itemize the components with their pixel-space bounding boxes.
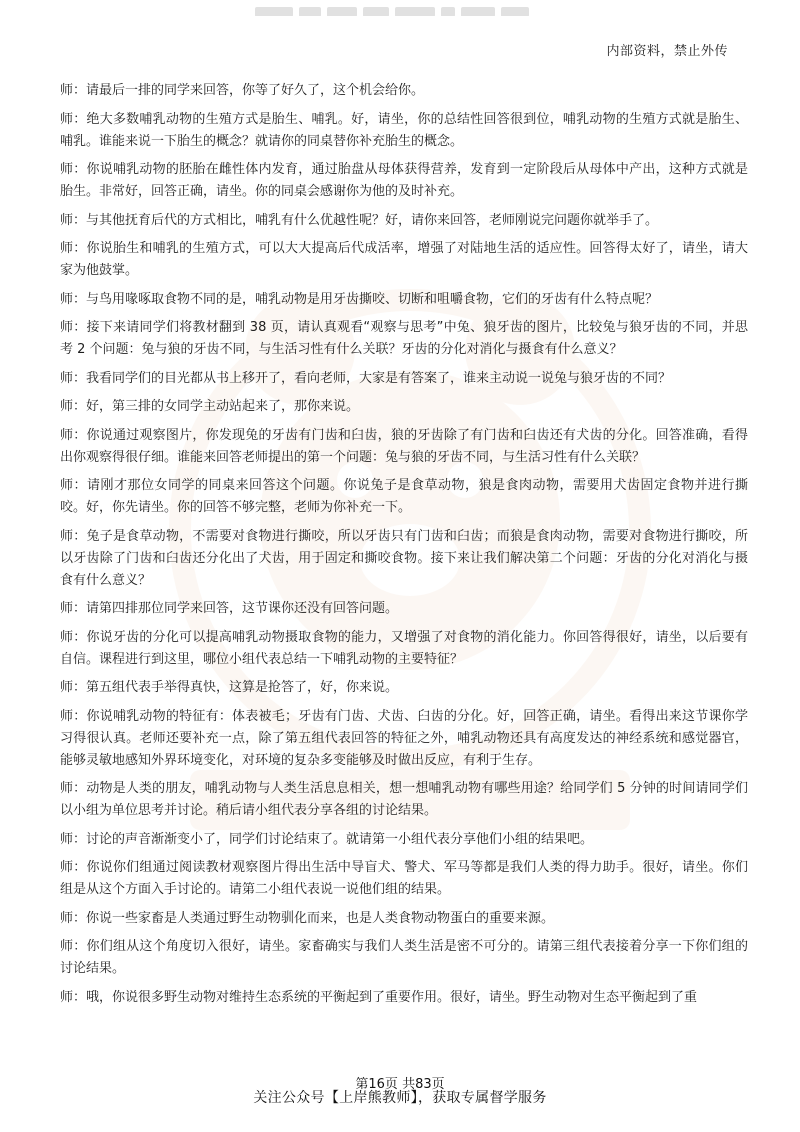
- page-indicator: 第16页 共83页: [355, 1077, 445, 1092]
- dialogue-paragraph: 师：兔子是食草动物，不需要对食物进行撕咬，所以牙齿只有门齿和臼齿；而狼是食肉动物，需要对食物进行撕咬，所以牙齿除了门齿和臼齿还分化出了犬齿，用于固定和撕咬食物。接下来让我们解决第二个问题：牙齿的分化对消化与摄食有什么意义？: [60, 528, 748, 588]
- dialogue-paragraph: 师：请第四排那位同学来回答，这节课你还没有回答问题。: [60, 601, 399, 616]
- dialogue-paragraph: 师：你说一些家畜是人类通过野生动物驯化而来，也是人类食物动物蛋白的重要来源。: [60, 910, 555, 926]
- dialogue-paragraph: 师：好，第三排的女同学主动站起来了，那你来说。: [60, 399, 360, 414]
- dialogue-paragraph: 师：你说胎生和哺乳的生殖方式，可以大大提高后代成活率，增强了对陆地生活的适应性。回答得太好了，请坐，请大家为他鼓掌。: [60, 241, 748, 278]
- dialogue-paragraph: 师：哦，你说很多野生动物对维持生态系统的平衡起到了重要作用。很好，请坐。野生动物对生态平衡起到了重: [60, 989, 698, 1005]
- dialogue-paragraph: 师：与鸟用喙啄取食物不同的是，哺乳动物是用牙齿撕咬、切断和咀嚼食物，它们的牙齿有什么特点呢？: [60, 291, 659, 307]
- top-header-remnant: [255, 2, 555, 16]
- dialogue-paragraph: 师：你说哺乳动物的特征有：体表被毛；牙齿有门齿、犬齿、臼齿的分化。好，回答正确，请坐。看得出来这节课你学习得很认真。老师还要补充一点，除了第五组代表回答的特征之外，哺乳动物还具有高度发达的神经系统和感觉器官，能够灵敏地感知外界环境变化，对环境的复杂多变能够及时做出反应，有利于生存。: [60, 708, 748, 768]
- dialogue-paragraph: 师：你说哺乳动物的胚胎在雌性体内发育，通过胎盘从母体获得营养，发育到一定阶段后从母体中产出，这种方式就是胎生。非常好，回答正确，请坐。你的同桌会感谢你为他的及时补充。: [60, 162, 748, 199]
- dialogue-paragraph: 师：你们组从这个角度切入很好，请坐。家畜确实与我们人类生活是密不可分的。请第三组代表接着分享一下你们组的讨论结果。: [60, 939, 748, 976]
- dialogue-body: [60, 80, 748, 1015]
- dialogue-paragraph: 师：动物是人类的朋友，哺乳动物与人类生活息息相关，想一想哺乳动物有哪些用途？给同学们 5 分钟的时间请同学们以小组为单位思考并讨论。稍后请小组代表分享各组的讨论结果。: [60, 781, 748, 818]
- promo-banner: 关注公众号【上岸熊教师】，获取专属督学服务: [253, 1090, 547, 1106]
- header-note: 内部资料，禁止外传: [606, 44, 728, 59]
- dialogue-paragraph: 师：请刚才那位女同学的同桌来回答这个问题。你说兔子是食草动物，狼是食肉动物，需要用犬齿固定食物并进行撕咬。好，你先请坐。你的回答不够完整，老师为你补充一下。: [60, 478, 748, 515]
- dialogue-paragraph: 师：第五组代表手举得真快，这算是抢答了，好，你来说。: [60, 680, 399, 695]
- dialogue-paragraph: 师：我看同学们的目光都从书上移开了，看向老师，大家是有答案了，谁来主动说一说兔与狼牙齿的不同？: [60, 370, 672, 386]
- dialogue-paragraph: 师：请最后一排的同学来回答，你等了好久了，这个机会给你。: [60, 83, 425, 98]
- dialogue-paragraph: 师：你说牙齿的分化可以提高哺乳动物摄取食物的能力，又增强了对食物的消化能力。你回答得很好，请坐，以后要有自信。课程进行到这里，哪位小组代表总结一下哺乳动物的主要特征？: [60, 629, 748, 667]
- dialogue-paragraph: 师：绝大多数哺乳动物的生殖方式是胎生、哺乳。好，请坐，你的总结性回答很到位，哺乳动物的生殖方式就是胎生、哺乳。谁能来说一下胎生的概念？就请你的同桌替你补充胎生的概念。: [60, 111, 748, 149]
- dialogue-paragraph: 师：与其他抚育后代的方式相比，哺乳有什么优越性呢？好，请你来回答，老师刚说完问题你就举手了。: [60, 212, 659, 228]
- dialogue-paragraph: 师：你说你们组通过阅读教材观察图片得出生活中导盲犬、警犬、军马等都是我们人类的得力助手。很好，请坐。你们组是从这个方面入手讨论的。请第二小组代表说一说他们组的结果。: [60, 860, 748, 897]
- dialogue-paragraph: 师：你说通过观察图片，你发现兔的牙齿有门齿和臼齿，狼的牙齿除了有门齿和臼齿还有犬齿的分化。回答准确，看得出你观察得很仔细。谁能来回答老师提出的第一个问题：兔与狼的牙齿不同，与生活习性有什么关联？: [60, 427, 748, 465]
- dialogue-paragraph: 师：讨论的声音渐渐变小了，同学们讨论结束了。就请第一小组代表分享他们小组的结果吧。: [60, 831, 594, 847]
- dialogue-paragraph: 师：接下来请同学们将教材翻到 38 页，请认真观看“观察与思考”中兔、狼牙齿的图片，比较兔与狼牙齿的不同，并思考 2 个问题：兔与狼的牙齿不同，与生活习性有什么关联？牙齿的分化对消化与摄食有什么意义？: [60, 320, 748, 357]
